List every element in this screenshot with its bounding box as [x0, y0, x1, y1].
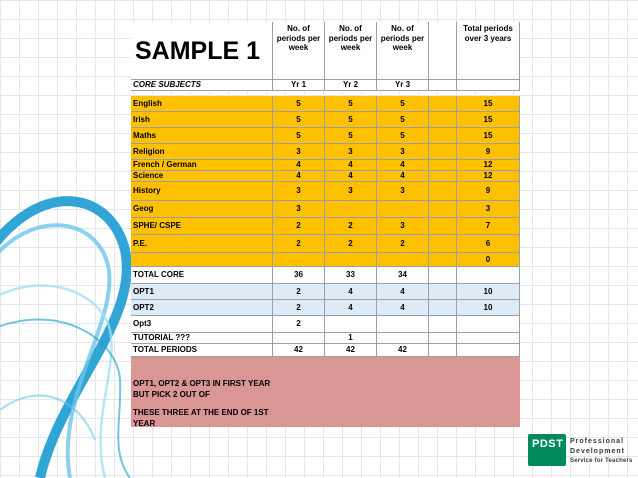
- header-spacer: [429, 22, 457, 80]
- row-label: P.E.: [131, 235, 273, 253]
- row-yr2: 5: [325, 128, 377, 144]
- table-row: [131, 253, 520, 267]
- note-line: THESE THREE AT THE END OF 1ST: [133, 408, 269, 417]
- row-spacer: [429, 218, 457, 235]
- row-yr3: 4: [377, 171, 429, 182]
- row-label: OPT2: [131, 300, 273, 316]
- row-yr1: 3: [273, 201, 325, 218]
- row-total: 9: [457, 144, 520, 160]
- row-yr1: 2: [273, 284, 325, 300]
- row-spacer: [429, 96, 457, 112]
- row-spacer: [429, 144, 457, 160]
- row-spacer: [429, 201, 457, 218]
- row-yr1: 2: [273, 235, 325, 253]
- row-yr1: 5: [273, 128, 325, 144]
- table-row: [131, 267, 520, 284]
- row-yr2: 5: [325, 96, 377, 112]
- row-yr2: [325, 201, 377, 218]
- row-yr2: 4: [325, 171, 377, 182]
- row-label: Religion: [131, 144, 273, 160]
- row-spacer: [429, 333, 457, 344]
- row-yr1: 3: [273, 144, 325, 160]
- logo-line: Development: [570, 448, 625, 455]
- row-yr3: 42: [377, 344, 429, 357]
- row-yr3: [377, 316, 429, 333]
- table-row: [131, 144, 520, 160]
- row-yr3: 5: [377, 96, 429, 112]
- table-row: [131, 235, 520, 253]
- row-yr1: 2: [273, 300, 325, 316]
- row-spacer: [429, 112, 457, 128]
- row-yr2: [325, 253, 377, 267]
- row-yr2: 4: [325, 300, 377, 316]
- row-yr1: 4: [273, 171, 325, 182]
- row-spacer: [429, 128, 457, 144]
- header-row: [131, 22, 520, 80]
- row-spacer: [429, 316, 457, 333]
- table-row: [131, 128, 520, 144]
- row-yr1: 42: [273, 344, 325, 357]
- row-yr1: 2: [273, 218, 325, 235]
- header-total: Total periods over 3 years: [457, 22, 520, 80]
- row-yr3: [377, 333, 429, 344]
- row-label: Irish: [131, 112, 273, 128]
- row-spacer: [429, 235, 457, 253]
- row-yr2: 2: [325, 235, 377, 253]
- row-total: 3: [457, 201, 520, 218]
- row-total: 12: [457, 171, 520, 182]
- row-yr2: [325, 316, 377, 333]
- row-yr3: 4: [377, 300, 429, 316]
- table-row: [131, 201, 520, 218]
- row-total: 9: [457, 182, 520, 201]
- row-label: TUTORIAL ???: [131, 333, 273, 344]
- row-label: Science: [131, 171, 273, 182]
- row-yr3: 4: [377, 160, 429, 171]
- row-yr3: 4: [377, 284, 429, 300]
- row-total: [457, 267, 520, 284]
- logo-line: Service for Teachers: [570, 458, 633, 464]
- row-yr3: 3: [377, 144, 429, 160]
- row-spacer: [429, 171, 457, 182]
- row-yr3: 3: [377, 182, 429, 201]
- pdst-logo-mark: [528, 434, 566, 466]
- row-yr2: 3: [325, 182, 377, 201]
- row-spacer: [429, 300, 457, 316]
- row-yr1: 5: [273, 96, 325, 112]
- row-spacer: [429, 160, 457, 171]
- row-yr3: 5: [377, 128, 429, 144]
- table-row: [131, 80, 520, 91]
- header-yr3: No. of periods per week: [377, 22, 429, 80]
- table-row: [131, 182, 520, 201]
- row-yr3: [377, 253, 429, 267]
- row-label: French / German: [131, 160, 273, 171]
- row-yr1: Yr 1: [273, 80, 325, 91]
- row-yr1: 36: [273, 267, 325, 284]
- table-row: [131, 284, 520, 300]
- table-row: [131, 300, 520, 316]
- row-label: TOTAL CORE: [131, 267, 273, 284]
- row-total: 0: [457, 253, 520, 267]
- row-total: 6: [457, 235, 520, 253]
- note-line: OPT1, OPT2 & OPT3 IN FIRST YEAR: [133, 379, 271, 388]
- row-yr2: 33: [325, 267, 377, 284]
- table-row: [131, 316, 520, 333]
- row-spacer: [429, 267, 457, 284]
- header-yr2: No. of periods per week: [325, 22, 377, 80]
- row-label: OPT1: [131, 284, 273, 300]
- row-label: History: [131, 182, 273, 201]
- row-yr3: [377, 201, 429, 218]
- logo-line: Professional: [570, 438, 625, 445]
- row-yr2: Yr 2: [325, 80, 377, 91]
- row-yr3: 2: [377, 235, 429, 253]
- pdst-logo-text: PDST: [532, 438, 564, 450]
- row-label: Opt3: [131, 316, 273, 333]
- table-row: [131, 344, 520, 357]
- row-yr1: 5: [273, 112, 325, 128]
- row-yr1: [273, 333, 325, 344]
- pdst-logo: [528, 434, 634, 466]
- row-yr2: 4: [325, 160, 377, 171]
- table-row: [131, 96, 520, 112]
- row-yr3: 34: [377, 267, 429, 284]
- table-row: [131, 333, 520, 344]
- row-total: 7: [457, 218, 520, 235]
- row-total: 10: [457, 284, 520, 300]
- row-total: 15: [457, 128, 520, 144]
- row-total: 12: [457, 160, 520, 171]
- row-label: Maths: [131, 128, 273, 144]
- row-total: [457, 316, 520, 333]
- row-total: [457, 344, 520, 357]
- table-row: [131, 112, 520, 128]
- row-yr2: 3: [325, 144, 377, 160]
- row-yr2: 4: [325, 284, 377, 300]
- note-line: YEAR: [133, 419, 156, 428]
- note-line: BUT PICK 2 OUT OF: [133, 390, 210, 399]
- row-total: [457, 333, 520, 344]
- row-label: CORE SUBJECTS: [131, 80, 273, 91]
- row-yr1: 2: [273, 316, 325, 333]
- row-total: 15: [457, 96, 520, 112]
- row-spacer: [429, 344, 457, 357]
- row-label: [131, 253, 273, 267]
- row-spacer: [429, 182, 457, 201]
- row-yr2: 1: [325, 333, 377, 344]
- row-spacer: [429, 284, 457, 300]
- row-total: 15: [457, 112, 520, 128]
- row-label: Geog: [131, 201, 273, 218]
- row-yr1: [273, 253, 325, 267]
- row-total: 10: [457, 300, 520, 316]
- header-yr1: No. of periods per week: [273, 22, 325, 80]
- note-box: [131, 357, 520, 427]
- row-yr1: 4: [273, 160, 325, 171]
- row-yr2: 2: [325, 218, 377, 235]
- table-row: [131, 160, 520, 171]
- row-label: English: [131, 96, 273, 112]
- row-yr3: 5: [377, 112, 429, 128]
- row-yr3: 3: [377, 218, 429, 235]
- row-total: [457, 80, 520, 91]
- row-spacer: [429, 80, 457, 91]
- table-row: [131, 171, 520, 182]
- row-yr1: 3: [273, 182, 325, 201]
- row-yr2: 5: [325, 112, 377, 128]
- row-spacer: [429, 253, 457, 267]
- row-label: TOTAL PERIODS: [131, 344, 273, 357]
- row-yr3: Yr 3: [377, 80, 429, 91]
- row-yr2: 42: [325, 344, 377, 357]
- row-label: SPHE/ CSPE: [131, 218, 273, 235]
- table-row: [131, 218, 520, 235]
- page-title: SAMPLE 1: [131, 22, 273, 80]
